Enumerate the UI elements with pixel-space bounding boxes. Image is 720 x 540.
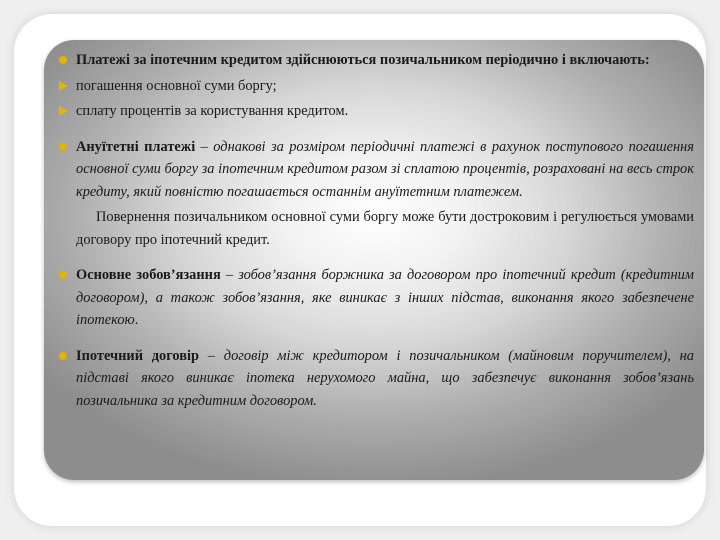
obligation-definition: зобов’язання боржника за договором про іпотечний кредит (кредитним договором), а також зобов’язання, яке виникає з інших підстав, виконання якого забезпечене іпотекою	[76, 267, 694, 328]
slide-frame	[14, 14, 706, 526]
obligation-dash: –	[220, 267, 239, 283]
list-item-payments	[56, 49, 694, 72]
dot-bullet-icon	[59, 271, 67, 279]
list-item-annuity	[56, 136, 694, 204]
content-panel	[44, 40, 704, 480]
contract-dash: –	[199, 347, 224, 364]
marker	[59, 100, 68, 124]
contract-term: Іпотечний договір	[76, 347, 200, 364]
contract-definition: договір між кредитором і позичальником (майновим поручителем), на підставі якого виникає іпотека нерухомого майна, що забезпечує виконання зобов’язань позичальника за кредитним договором.	[76, 347, 695, 409]
marker	[59, 264, 67, 287]
sub-item-interest	[56, 100, 694, 123]
interest-text: сплату процентів за користування кредитом.	[76, 103, 349, 119]
annuity-dash: –	[195, 138, 214, 155]
obligation-term: Основне зобов’язання	[76, 267, 221, 283]
arrow-bullet-icon	[59, 81, 68, 91]
arrow-bullet-icon	[59, 106, 68, 116]
marker	[59, 75, 68, 99]
annuity-definition: однакові за розміром періодичні платежі в рахунок поступового погашення основної суми боргу за іпотечним кредитом разом зі сплатою процентів, розраховані на весь строк кредиту, який повністю погашається останнім ануїтетним платежем.	[76, 138, 694, 200]
annuity-term: Ануїтетні платежі	[76, 138, 196, 155]
repayment-paragraph: Повернення позичальником основної суми боргу може бути достроковим і регулюється умовами договору про іпотечний кредит.	[76, 209, 694, 248]
text-area	[56, 49, 694, 412]
marker	[59, 49, 67, 72]
sub-item-principal	[56, 75, 694, 98]
principal-text: погашення основної суми боргу;	[76, 77, 277, 94]
obligation-tail: .	[134, 312, 139, 328]
marker	[59, 345, 67, 368]
payments-text: Платежі за іпотечним кредитом здійснюються позичальником періодично і включають:	[76, 52, 650, 68]
dot-bullet-icon	[59, 143, 67, 151]
marker	[59, 136, 67, 159]
list-item-mortgage-contract	[56, 345, 694, 413]
dot-bullet-icon	[59, 352, 67, 360]
list-item-obligation	[56, 264, 694, 332]
dot-bullet-icon	[59, 56, 67, 64]
